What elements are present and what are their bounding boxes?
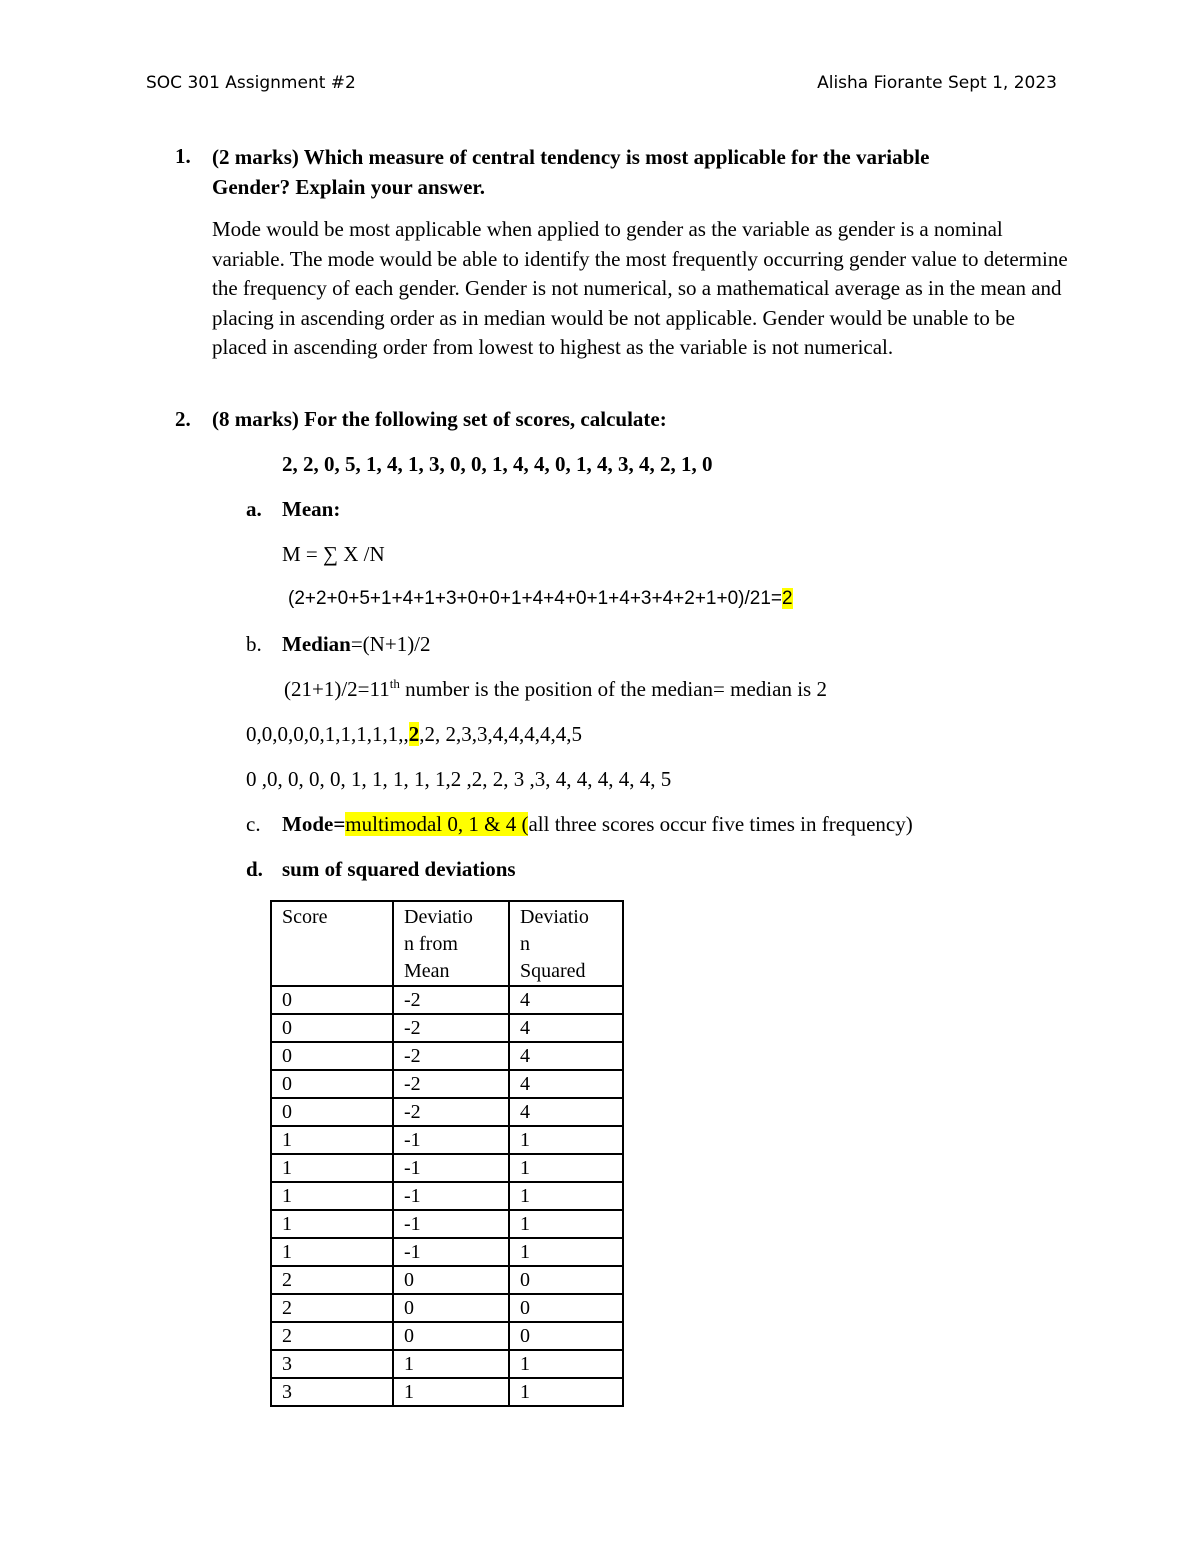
sorted-scores-1 xyxy=(246,722,582,747)
mean-calculation-expression: (2+2+0+5+1+4+1+3+0+0+1+4+4+0+1+4+3+4+2+1+0)/21= xyxy=(288,588,782,609)
deviation-table-header-row xyxy=(271,901,623,986)
header-score: Score xyxy=(271,901,393,986)
score-cell: 1 xyxy=(271,1238,393,1266)
question-1-answer: Mode would be most applicable when applied to gender as the variable as gender is a nominal variable. The mode would be able to identify the most frequently occurring gender value to determine the frequency of each gender. Gender is not numerical, so a mathematical average as in the mean and placing in ascending order as in median would be not applicable. Gender would be unable to be placed in ascending order from lowest to highest as the variable is not numerical. xyxy=(212,217,1068,359)
table-row xyxy=(271,986,623,1014)
deviation-cell: -2 xyxy=(393,1042,509,1070)
median-calc-superscript: th xyxy=(389,676,400,691)
mode-explanation: all three scores occur five times in frequency) xyxy=(528,812,913,836)
deviation-cell: 0 xyxy=(393,1294,509,1322)
deviation-cell: -1 xyxy=(393,1210,509,1238)
squared-cell: 1 xyxy=(509,1350,623,1378)
header-deviation-squared: Deviatio n Squared xyxy=(509,901,623,986)
score-cell: 1 xyxy=(271,1154,393,1182)
table-row xyxy=(271,1238,623,1266)
squared-cell: 1 xyxy=(509,1126,623,1154)
squared-cell: 1 xyxy=(509,1378,623,1406)
mean-formula: M = ∑ X /N xyxy=(282,542,385,566)
score-cell: 1 xyxy=(271,1210,393,1238)
table-row xyxy=(271,1294,623,1322)
mode-highlight: multimodal 0, 1 & 4 ( xyxy=(345,812,529,836)
score-cell: 0 xyxy=(271,1042,393,1070)
table-row xyxy=(271,1126,623,1154)
table-row xyxy=(271,1154,623,1182)
score-cell: 2 xyxy=(271,1294,393,1322)
median-formula: =(N+1)/2 xyxy=(350,632,431,656)
squared-cell: 1 xyxy=(509,1182,623,1210)
score-cell: 0 xyxy=(271,986,393,1014)
table-row xyxy=(271,1014,623,1042)
table-row xyxy=(271,1378,623,1406)
ssd-label: sum of squared deviations xyxy=(282,857,516,881)
deviation-cell: -1 xyxy=(393,1154,509,1182)
deviation-cell: 1 xyxy=(393,1350,509,1378)
deviation-table xyxy=(270,900,624,1407)
deviation-cell: 0 xyxy=(393,1266,509,1294)
sorted-scores-1-pre: 0,0,0,0,0,1,1,1,1,1,, xyxy=(246,722,409,746)
score-cell: 2 xyxy=(271,1322,393,1350)
sorted-scores-1-post: ,2, 2,3,3,4,4,4,4,4,5 xyxy=(419,722,582,746)
squared-cell: 4 xyxy=(509,1042,623,1070)
header-author-date: Alisha Fiorante Sept 1, 2023 xyxy=(817,73,1057,93)
mean-result: 2 xyxy=(781,588,793,609)
table-row xyxy=(271,1350,623,1378)
deviation-cell: -1 xyxy=(393,1126,509,1154)
question-2-number: 2. xyxy=(175,407,191,431)
squared-cell: 4 xyxy=(509,1098,623,1126)
part-a-letter: a. xyxy=(246,497,262,521)
deviation-cell: -1 xyxy=(393,1238,509,1266)
median-calc-post: number is the position of the median= median is 2 xyxy=(399,677,827,701)
score-cell: 0 xyxy=(271,1070,393,1098)
table-row xyxy=(271,1322,623,1350)
median-heading xyxy=(282,632,431,657)
part-d-letter: d. xyxy=(246,857,263,881)
squared-cell: 0 xyxy=(509,1294,623,1322)
table-row xyxy=(271,1042,623,1070)
squared-cell: 4 xyxy=(509,986,623,1014)
squared-cell: 4 xyxy=(509,1014,623,1042)
mode-label: Mode= xyxy=(282,812,346,836)
score-cell: 3 xyxy=(271,1378,393,1406)
score-cell: 1 xyxy=(271,1126,393,1154)
score-set: 2, 2, 0, 5, 1, 4, 1, 3, 0, 0, 1, 4, 4, 0, 1, 4, 3, 4, 2, 1, 0 xyxy=(282,452,713,476)
squared-cell: 1 xyxy=(509,1210,623,1238)
sorted-scores-median-highlight: 2 xyxy=(408,722,420,746)
score-cell: 0 xyxy=(271,1014,393,1042)
table-row xyxy=(271,1210,623,1238)
part-c-letter: c. xyxy=(246,812,261,836)
squared-cell: 0 xyxy=(509,1322,623,1350)
deviation-cell: 0 xyxy=(393,1322,509,1350)
squared-cell: 1 xyxy=(509,1154,623,1182)
sorted-scores-2: 0 ,0, 0, 0, 0, 1, 1, 1, 1, 1,2 ,2, 2, 3 ,3, 4, 4, 4, 4, 4, 5 xyxy=(246,767,672,791)
score-cell: 0 xyxy=(271,1098,393,1126)
table-row xyxy=(271,1070,623,1098)
header-assignment-title: SOC 301 Assignment #2 xyxy=(146,73,356,93)
deviation-cell: -2 xyxy=(393,1098,509,1126)
median-label: Median xyxy=(282,632,351,656)
squared-cell: 0 xyxy=(509,1266,623,1294)
question-2-text: (8 marks) For the following set of scores, calculate: xyxy=(212,407,667,431)
deviation-cell: -2 xyxy=(393,1070,509,1098)
score-cell: 3 xyxy=(271,1350,393,1378)
part-b-letter: b. xyxy=(246,632,262,656)
table-row xyxy=(271,1266,623,1294)
question-1-line-2: Gender? Explain your answer. xyxy=(212,175,486,199)
squared-cell: 4 xyxy=(509,1070,623,1098)
question-1-line-1: (2 marks) Which measure of central tendency is most applicable for the variable xyxy=(212,145,930,169)
table-row xyxy=(271,1182,623,1210)
mean-calculation xyxy=(288,588,793,610)
deviation-cell: -1 xyxy=(393,1182,509,1210)
squared-cell: 1 xyxy=(509,1238,623,1266)
deviation-cell: 1 xyxy=(393,1378,509,1406)
table-row xyxy=(271,1098,623,1126)
mode-line xyxy=(282,812,913,837)
deviation-cell: -2 xyxy=(393,986,509,1014)
mean-label: Mean: xyxy=(282,497,341,521)
median-calculation xyxy=(284,677,827,702)
header-deviation-from-mean: Deviatio n from Mean xyxy=(393,901,509,986)
score-cell: 2 xyxy=(271,1266,393,1294)
question-1-number: 1. xyxy=(175,144,191,168)
question-1-text xyxy=(212,142,1072,202)
median-calc-pre: (21+1)/2=11 xyxy=(284,677,390,701)
deviation-cell: -2 xyxy=(393,1014,509,1042)
score-cell: 1 xyxy=(271,1182,393,1210)
